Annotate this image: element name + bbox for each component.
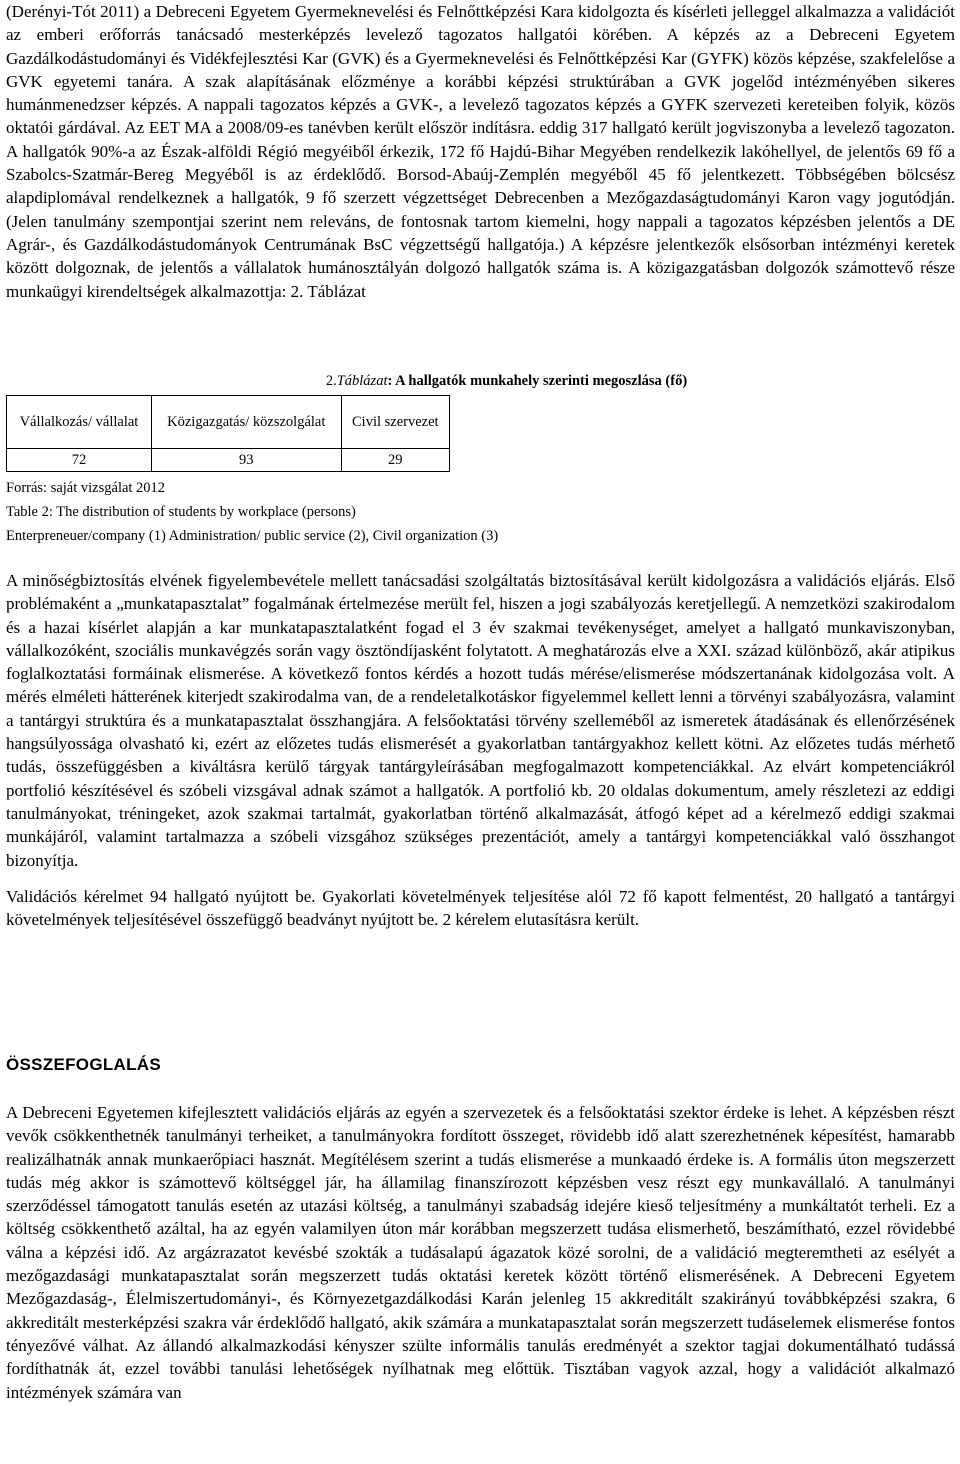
table-english-title: Table 2: The distribution of students by workplace (persons) <box>6 504 356 520</box>
workplace-distribution-table <box>6 395 450 472</box>
table-cell-public-service: 93 <box>151 449 341 472</box>
table-caption-number: 2. <box>325 373 337 389</box>
table-source: Forrás: saját vizsgálat 2012 <box>6 480 166 496</box>
table-header-row <box>7 396 450 449</box>
intro-paragraph: (Derényi-Tót 2011) a Debreceni Egyetem Gyermeknevelési és Felnőttképzési Kara kidolgozta és kísérleti jelleggel alkalmazza a validációt az emberi erőforrás tanácsadó mesterképzés levelező tagozatos hallgatói körében. A képzés az a Debreceni Egyetem Gazdálkodástudományi és Vidékfejlesztési Kar (GVK) és a Gyermeknevelési és Felnőttképzési Kar (GYFK) közös képzése, szakfelelőse a GVK egyetemi tanára. A szak alapításának előzménye a korábbi képzési struktúrában a GVK jogelőd intézményében sikeres humánmenedzser képzés. A nappali tagozatos képzés a GVK-, a levelező tagozatos képzés a GYFK szervezeti kereteiben folyik, közös oktatói gárdával. Az EET MA a 2008/09-es tanévben került először indításra. eddig 317 hallgató került jogviszonyba a levelező tagozaton. A hallgatók 90%-a az Észak-alföldi Régió megyéiből érkezik, 172 fő Hajdú-Bihar Megyében rendelkezik lakóhellyel, de jelentős 69 fő a Szabolcs-Szatmár-Bereg Megyéből is az érdeklődő. Borsod-Abaúj-Zemplén megyéből 45 fő jelentkezett. Többségében bölcsész alapdiplomával rendelkeznek a hallgatók, 9 fő szerzett végzettséget Debrecenben a Mezőgazdaságtudományi Karon vagy jogutódján. (Jelen tanulmány szempontjai szerint nem releváns, de fontosnak tartom kiemelni, hogy nappali a tagozatos képzésben jelentős a DE Agrár-, és Gazdálkodástudományok Centrumának BsC végzettségű hallgatója.) A képzésre jelentkezők elsősorban intézményi keretek között dolgoznak, de jelentős a vállalatok humánosztályán dolgozó hallgatók száma is. A közigazgatásban dolgozók számottevő része munkaügyi kirendeltségek alkalmazottja: 2. Táblázat <box>6 2 955 301</box>
table-caption <box>6 370 955 392</box>
table-english-legend: Enterpreneuer/company (1) Administration/ public service (2), Civil organization (3) <box>6 528 499 544</box>
table-header-civil: Civil szervezet <box>341 396 449 449</box>
summary-heading: ÖSSZEFOGLALÁS <box>6 1055 162 1074</box>
validation-paragraph: A minőségbiztosítás elvének figyelembevétele mellett tanácsadási szolgáltatás biztosításával került kidolgozásra a validációs eljárás. Első problémaként a „munkatapasztalat” fogalmának értelmezése merült fel, hiszen a jogi szabályozás keretjellegű. A nemzetközi szakirodalom és a hazai kísérlet alapján a kar munkatapasztalatként fogad el 3 év szakmai tevékenységet, amelyet a hallgató munkaviszonyban, vállalkozóként, szociális munkavégzés során vagy ösztöndíjasként folytatott. A meghatározás elve a XXI. század különböző, akár atipikus foglalkoztatási formáinak elismerése. A következő fontos kérdés a hozott tudás mérése/elismerése módszertanának kidolgozása volt. A mérés elméleti hátterének kiterjedt szakirodalma van, de a rendeletalkotáskor figyelemmel kellett lenni a törvényi szabályozásra, valamint a tantárgyi struktúra és a munkatapasztalat összhangjára. A felsőoktatási törvény szelleméből az ismeretek átadásának és ellenőrzésének hangsúlyossága olvasható ki, ezért az előzetes tudás elismerését a gyakorlatban tantárgyakhoz kellett kötni. Az előzetes tudás mérhető tudás, összefüggésben a kiváltásra kerülő tárgyak tantárgyleírásában megfogalmazott kompetenciákkal. Az elvárt kompetenciákról portfolió készítésével és szóbeli vizsgával adnak számot a hallgatók. A portfolió kb. 20 oldalas dokumentum, amely részletezi az eddigi tanulmányokat, tréningeket, azok szakmai tartalmát, gyakorlatban történő alkalmazását, átfogó képet ad a kérelmező eddigi szakmai munkájáról, valamint tartalmazza a szóbeli vizsgához szükséges prezentációt, amely a tantárgyi kompetenciákkal való összhangot bizonyítja. <box>6 571 955 870</box>
table-header-public-service: Közigazgatás/ közszolgálat <box>151 396 341 449</box>
table-header-company: Vállalkozás/ vállalat <box>7 396 152 449</box>
table-cell-company: 72 <box>7 449 152 472</box>
table-row <box>7 449 450 472</box>
requests-paragraph: Validációs kérelmet 94 hallgató nyújtott be. Gyakorlati követelmények teljesítése alól 72 fő kapott felmentést, 20 hallgató a tantárgyi követelmények teljesítésével összefüggő beadványt nyújtott be. 2 kérelem elutasításra került. <box>6 887 955 930</box>
table-caption-title: : A hallgatók munkahely szerinti megoszlása (fő) <box>387 373 688 389</box>
summary-paragraph: A Debreceni Egyetemen kifejlesztett validációs eljárás az egyén a szervezetek és a felsőoktatási szektor érdeke is lehet. A képzésben részt vevők csökkenthetnék tanulmányi terheiket, a tanulmányokra fordított összeget, rövidebb idő alatt szerezhetnének képesítést, hamarabb realizálhatnák annak munkaerőpiaci hasznát. Megítélésem szerint a tudás elismerése a munkaadó érdeke is. A formális úton megszerzett tudás még akkor is számottevő költséggel jár, ha államilag finanszírozott képzésben vesz részt egy munkavállaló. A tanulmányi szerződéssel támogatott tanulás esetén az utazási költség, a tanulmányi szabadság idejére kieső teljesítmény a munkáltatót terheli. Ez a költség csökkenthető azáltal, ha az egyén valamilyen úton már korábban megszerzett tudása elismerhető, beszámítható, ezzel rövidebbé válna a képzési idő. Az argázrazatot kevésbé szokták a tudásalapú ágazatok közé sorolni, de a validáció megteremtheti az esélyét a mezőgazdasági munkatapasztalat során megszerzett tudás oktatási keretek között történő elismerésének. A Debreceni Egyetem Mezőgazdaság-, Élelmiszertudományi-, és Környezetgazdálkodási Karán jelenleg 15 akkreditált szakirányú továbbképzési szakra, 6 akkreditált mesterképzési szakra vár érdeklődő hallgató, akik számára a munkatapasztalat során megszerzett tudáselemek elismerése fontos tényezővé válhat. Az állandó alkalmazkodási kényszer szülte informális tanulás eredményét a szektor tagjai dokumentálható tudássá fordíthatnák át, ezzel további tanulási lehetőségek nyílhatnak meg előttük. Tisztában vagyok azzal, hogy a validációt alkalmazó intézmények számára van <box>6 1103 955 1402</box>
table-cell-civil: 29 <box>341 449 449 472</box>
table-caption-label: Táblázat <box>336 373 388 389</box>
